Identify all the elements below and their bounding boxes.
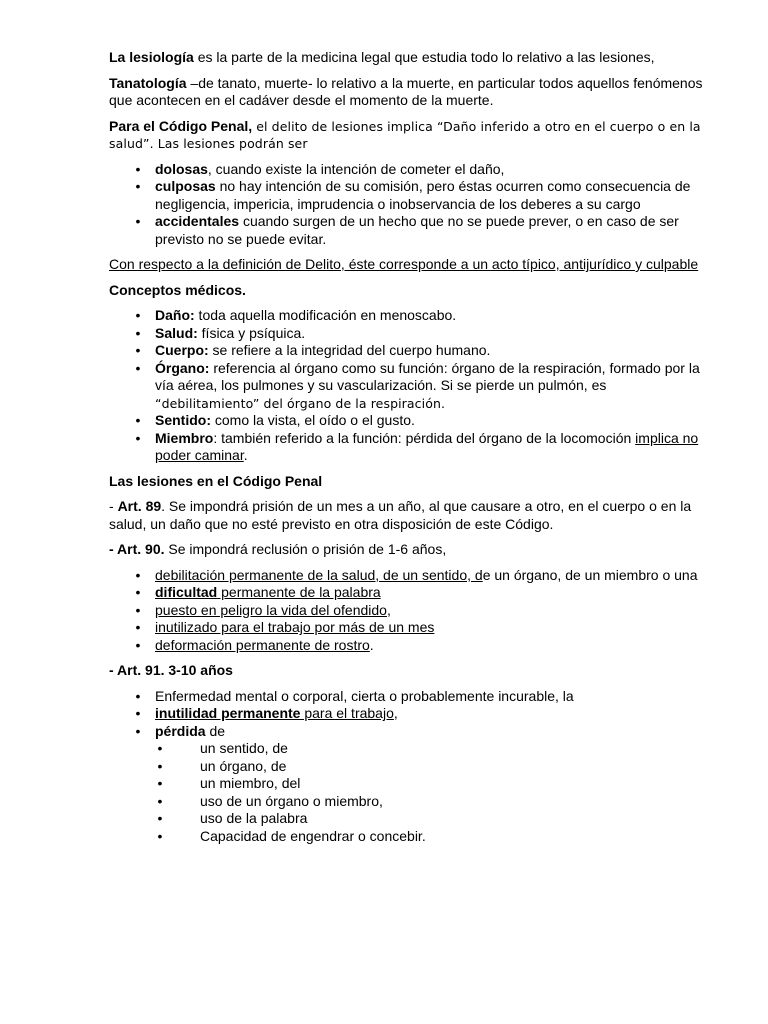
art90-item-underlined: puesto en peligro la vida del ofendido [155, 601, 387, 618]
list-item [109, 161, 709, 179]
concept-end: . [243, 447, 248, 463]
lesiologia-term: La lesiología [109, 49, 194, 65]
list-item [109, 584, 709, 602]
conceptos-list [109, 307, 709, 465]
list-item [109, 342, 709, 360]
bullet-icon: • [135, 566, 141, 583]
art91-heading [109, 662, 709, 680]
sub-item-text: uso de la palabra [200, 810, 308, 826]
delito-paragraph: Con respecto a la definición de Delito, éste corresponde a un acto típico, antijurídico y culpable [109, 256, 699, 272]
lesiologia-text: es la parte de la medicina legal que estudia todo lo relativo a las lesiones, [193, 49, 655, 65]
bullet-icon: • [135, 619, 141, 635]
list-item [109, 723, 709, 846]
list-item [109, 619, 709, 637]
concept-text: toda aquella modificación en menoscabo. [194, 307, 457, 323]
art91-list [109, 688, 709, 846]
bullet-icon: • [135, 307, 141, 323]
concept-term: Cuerpo: [155, 342, 209, 358]
concept-underlined: implica no poder caminar [155, 429, 699, 463]
list-item [109, 793, 709, 811]
lesion-types-list [109, 161, 709, 249]
concept-text: : también referido a la función: pérdida del órgano de la locomoción [213, 429, 636, 446]
list-item [109, 325, 709, 343]
tanatologia-term: Tanatología [109, 74, 187, 91]
art91-sublist [109, 740, 709, 845]
bullet-icon: • [157, 757, 163, 774]
list-item [109, 178, 709, 213]
bullet-icon: • [135, 705, 141, 721]
sub-item-text: un órgano, de [200, 757, 287, 774]
type-term: culposas [155, 178, 216, 194]
type-term: dolosas [155, 160, 208, 177]
list-item [109, 360, 709, 413]
concept-term: Salud: [155, 324, 198, 341]
document-body [109, 49, 709, 845]
bullet-icon: • [135, 178, 141, 194]
type-text: cuando surgen de un hecho que no se puede prever, o en caso de ser previsto no se puede evitar. [155, 213, 679, 247]
bullet-icon: • [157, 827, 163, 844]
list-item [109, 828, 709, 846]
art91-item-end: , [393, 705, 398, 721]
art89-text: . Se impondrá prisión de un mes a un año, al que causare a otro, en el cuerpo o en la salud, un daño que no esté previsto en otra disposición de este Código. [109, 498, 692, 532]
art89-prefix: - [109, 498, 118, 514]
art89-label: Art. 89 [117, 498, 162, 514]
lesiologia-paragraph [109, 49, 709, 67]
list-item [109, 688, 709, 706]
list-item [109, 705, 709, 723]
art90-item-underlined: permanente de la palabra [217, 584, 381, 600]
bullet-icon: • [135, 412, 141, 428]
bullet-icon: • [135, 160, 141, 177]
bullet-icon: • [157, 810, 163, 826]
bullet-icon: • [157, 792, 163, 809]
bullet-icon: • [135, 722, 141, 739]
codigo-term: Para el Código Penal, [109, 117, 253, 134]
tanatologia-text: –de tanato, muerte- lo relativo a la muerte, en particular todos aquellos fenómenos que acontecen en el cadáver desde el momento de la muerte. [109, 74, 703, 108]
sub-item-text: Capacidad de engendrar o concebir. [200, 827, 426, 844]
bullet-icon: • [135, 584, 141, 600]
concept-term: Daño: [155, 307, 195, 323]
bullet-icon: • [157, 740, 163, 756]
art90-list [109, 567, 709, 655]
art91-item-bold: inutilidad permanente [155, 705, 301, 721]
codigo-text: el delito de lesiones implica “Daño inferido a otro en el cuerpo o en la salud”. Las lesiones podrán ser [109, 118, 701, 151]
art90-text: Se impondrá reclusión o prisión de 1-6 años, [164, 541, 447, 557]
art90-item-end: . [369, 636, 374, 653]
concept-term: Órgano: [155, 359, 210, 376]
bullet-icon: • [135, 324, 141, 341]
codigo-paragraph [109, 118, 709, 153]
art90-item-underlined: inutilizado para el trabajo por más de un mes [155, 619, 435, 635]
bullet-icon: • [135, 601, 141, 618]
list-item [109, 213, 709, 248]
list-item [109, 602, 709, 620]
list-item [109, 637, 709, 655]
conceptos-heading [109, 282, 709, 300]
conceptos-heading-text: Conceptos médicos. [109, 281, 246, 298]
art90-paragraph [109, 541, 709, 559]
concept-text: como la vista, el oído o el gusto. [211, 412, 415, 428]
concept-term: Miembro [155, 429, 214, 446]
art91-item-text: de [205, 722, 226, 739]
art90-item-underlined: debilitación permanente de la salud, de un sentido, d [155, 566, 483, 583]
concept-text: referencia al órgano como su función: órgano de la respiración, formado por la vía aérea, los pulmones y su vascularización. Si se pierde un pulmón, es [155, 359, 700, 393]
concept-text: física y psíquica. [197, 324, 306, 341]
art91-item-bold: pérdida [155, 722, 206, 739]
tanatologia-paragraph [109, 75, 709, 110]
list-item [109, 810, 709, 828]
bullet-icon: • [135, 687, 141, 704]
list-item [109, 775, 709, 793]
list-item [109, 412, 709, 430]
concept-extra: “debilitamiento” del órgano de la respiración. [155, 395, 446, 411]
list-item [109, 740, 709, 758]
list-item [109, 567, 709, 585]
list-item [109, 758, 709, 776]
penal-heading [109, 473, 709, 491]
art90-item-bold: dificultad [155, 584, 218, 600]
type-text: no hay intención de su comisión, pero éstas ocurren como consecuencia de negligencia, impericia, imprudencia o inobservancia de los deberes a su cargo [155, 178, 691, 212]
concept-text: se refiere a la integridad del cuerpo humano. [208, 342, 491, 358]
art90-item-underlined: deformación permanente de rostro [155, 636, 370, 653]
sub-item-text: un sentido, de [200, 740, 288, 756]
art90-item-text: e un órgano, de un miembro o una [482, 566, 698, 583]
art90-item-end: , [386, 601, 391, 618]
penal-heading-text: Las lesiones en el Código Penal [109, 472, 323, 489]
art89-paragraph [109, 498, 709, 533]
bullet-icon: • [135, 359, 141, 376]
bullet-icon: • [135, 429, 141, 446]
sub-item-text: uso de un órgano o miembro, [200, 792, 383, 809]
sub-item-text: un miembro, del [200, 775, 301, 791]
concept-term: Sentido: [155, 412, 211, 428]
art90-label: - Art. 90. [109, 541, 165, 557]
bullet-icon: • [157, 775, 163, 791]
bullet-icon: • [135, 213, 141, 229]
art91-item-underlined: para el trabajo [300, 705, 394, 721]
art91-item-text: Enfermedad mental o corporal, cierta o probablemente incurable, la [155, 687, 574, 704]
list-item [109, 430, 709, 465]
bullet-icon: • [135, 342, 141, 358]
list-item [109, 307, 709, 325]
type-text: , cuando existe la intención de cometer el daño, [207, 160, 505, 177]
art91-label: - Art. 91. 3-10 años [109, 662, 233, 678]
type-term: accidentales [155, 213, 240, 229]
bullet-icon: • [135, 636, 141, 653]
